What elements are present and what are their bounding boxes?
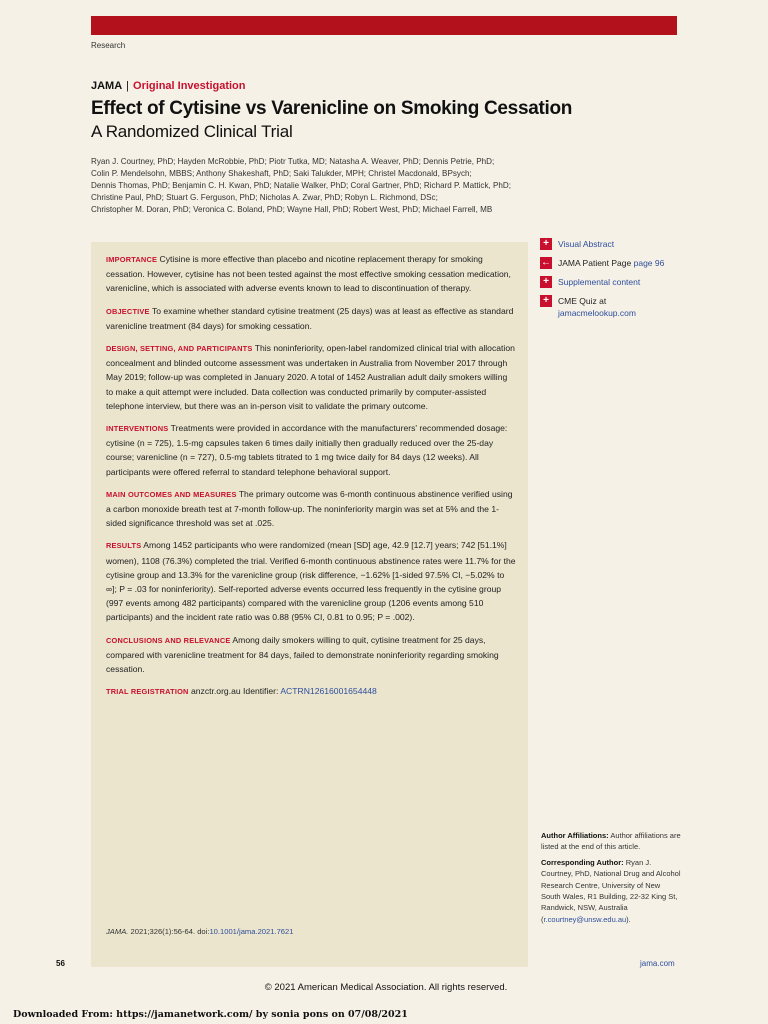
abstract-heading: INTERVENTIONS (106, 424, 169, 434)
citation-ref: 2021;326(1):56-64. doi: (130, 927, 210, 936)
visual-abstract-label: Visual Abstract (558, 239, 615, 249)
journal-line (91, 80, 246, 92)
abstract-text: Treatments were provided in accordance with the manufacturers' recommended dosage: cytisine (n = 725), 1.5-mg capsules taken 6 times daily initially then gradually reduced over the 25-day course; varenicline (n = 727), 0.5-mg tablets titrated to 1 mg twice daily for 84 days (12 weeks). All participants were offered referral to standard telephone behavioral support. (106, 423, 508, 477)
page-number: 56 (56, 959, 65, 968)
author-list (91, 156, 536, 216)
author-line: Dennis Thomas, PhD; Benjamin C. H. Kwan, PhD; Natalie Walker, PhD; Coral Gartner, PhD; Richard P. Mattick, PhD; (91, 181, 511, 191)
abstract-trial-registration (106, 684, 516, 699)
trial-id-link[interactable]: ACTRN12616001654448 (280, 686, 377, 697)
plus-icon: + (540, 295, 552, 307)
doi-link[interactable]: 10.1001/jama.2021.7621 (209, 927, 294, 936)
plus-icon: + (540, 238, 552, 250)
abstract-heading: TRIAL REGISTRATION (106, 687, 189, 697)
download-notice: Downloaded From: https://jamanetwork.com/ by sonia pons on 07/08/2021 (13, 1009, 408, 1020)
cme-quiz-label: CME Quiz at (558, 296, 607, 306)
abstract (106, 252, 516, 707)
abstract-text: To examine whether standard cytisine treatment (25 days) was at least as effective as standard varenicline treatment (84 days) for smoking cessation. (106, 305, 514, 331)
author-line: Ryan J. Courtney, PhD; Hayden McRobbie, PhD; Piotr Tutka, MD; Natasha A. Weaver, PhD; Dennis Petrie, PhD; (91, 157, 495, 166)
abstract-design (106, 341, 516, 413)
citation (106, 927, 293, 936)
abstract-objective (106, 304, 516, 333)
abstract-text: The primary outcome was 6-month continuous abstinence verified using a carbon monoxide breath test at 7-month follow-up. The noninferiority margin was set at 5% and the 1-sided significance threshold was set at .025. (106, 488, 513, 529)
cme-quiz-link[interactable] (540, 295, 680, 319)
corresponding-author (541, 857, 681, 925)
copyright-notice (0, 982, 768, 993)
header-bar (91, 16, 677, 35)
patient-page-number[interactable]: page 96 (633, 258, 665, 268)
author-line: Christopher M. Doran, PhD; Veronica C. Boland, PhD; Wayne Hall, PhD; Robert West, PhD; Michael Farrell, MB (91, 205, 493, 215)
abstract-results (106, 538, 516, 624)
abstract-text: anzctr.org.au Identifier: (190, 686, 279, 697)
abstract-heading: CONCLUSIONS AND RELEVANCE (106, 635, 231, 645)
abstract-text: This noninferiority, open-label randomized clinical trial with allocation concealment and blinded outcome assessment was undertaken in Australia from November 2017 through May 2019; follow-up was completed in January 2020. A total of 1452 Australian adult daily smokers willing to make a quit attempt were included. Data collection was conducted primarily by computer-assisted telephone interview, but there was an in-person visit to validate the primary outcome. (106, 343, 515, 411)
site-link[interactable]: jama.com (640, 959, 675, 968)
citation-journal: JAMA. (106, 927, 129, 936)
supplemental-label: Supplemental content (558, 277, 641, 287)
plus-icon: + (540, 276, 552, 288)
abstract-text: Cytisine is more effective than placebo and nicotine replacement therapy for smoking cessation. However, cytisine has not been tested against the most effective smoking cessation medication, varenicline, which is associated with adverse events known to lead to discontinuation of therapy. (106, 254, 511, 294)
abstract-heading: IMPORTANCE (106, 255, 158, 264)
abstract-importance (106, 252, 516, 296)
article-title: Effect of Cytisine vs Varenicline on Smoking Cessation (91, 98, 573, 119)
article-type: Original Investigation (133, 80, 246, 92)
patient-page-link[interactable] (540, 257, 680, 269)
abstract-heading: OBJECTIVE (106, 306, 150, 316)
patient-page-label: JAMA Patient Page (558, 258, 632, 268)
copyright-text: © 2021 American Medical Association. All rights reserved. (264, 982, 508, 993)
separator: | (126, 80, 130, 92)
abstract-text: Among 1452 participants who were randomized (mean [SD] age, 42.9 [12.7] years; 742 [51.1%] women), 1108 (76.3%) completed the trial. Verified 6-month continuous abstinence rates were 11.7% for the cytisine group and 13.3% for the varenicline group (risk difference, −1.62% [1-sided 97.5% CI, −5.02% to ∞]; P = .03 for noninferiority). Self-reported adverse events occurred less frequently in the cytisine group (997 events among 482 participants) compared with the varenicline group (1206 events among 510 participants) and the incident rate ratio was 0.88 (95% CI, 0.81 to 0.95; P = .002). (106, 540, 516, 623)
abstract-outcomes (106, 487, 516, 531)
corresponding-text: Ryan J. Courtney, PhD, National Drug and Alcohol Research Centre, University of New South Wales, R1 Building, 22-32 King St, Randwick, NSW, Australia ( (541, 857, 681, 924)
author-line: Christine Paul, PhD; Stuart G. Ferguson, PhD; Nicholas A. Zwar, PhD; Robyn L. Richmond, DSc; (91, 193, 438, 203)
corresponding-end: ). (626, 914, 631, 924)
abstract-conclusions (106, 633, 516, 677)
abstract-heading: MAIN OUTCOMES AND MEASURES (106, 489, 237, 499)
cme-link[interactable]: jamacmelookup.com (558, 308, 636, 318)
supplemental-content-link[interactable] (540, 276, 680, 288)
visual-abstract-link[interactable] (540, 238, 680, 250)
corresponding-label: Corresponding Author: (541, 857, 624, 867)
section-label: Research (91, 41, 126, 50)
arrow-left-icon: ← (541, 257, 551, 268)
affiliations-label: Author Affiliations: (541, 831, 609, 840)
journal-name: JAMA (91, 80, 123, 92)
article-subtitle: A Randomized Clinical Trial (91, 122, 293, 141)
affiliations-text: Author affiliations are listed at the end of this article. (541, 831, 681, 852)
abstract-text: Among daily smokers willing to quit, cytisine treatment for 25 days, compared with varenicline treatment for 84 days, failed to demonstrate noninferiority regarding smoking cessation. (106, 634, 499, 675)
email-link[interactable]: r.courtney@unsw.edu.au (543, 914, 627, 924)
affiliations-note (541, 830, 681, 853)
author-line: Colin P. Mendelsohn, MBBS; Anthony Shakeshaft, PhD; Saki Talukder, MPH; Christel Macdonald, BPsych; (91, 169, 472, 179)
abstract-heading: DESIGN, SETTING, AND PARTICIPANTS (106, 344, 253, 354)
abstract-interventions (106, 421, 516, 479)
sidebar (540, 238, 680, 326)
abstract-heading: RESULTS (106, 541, 142, 551)
author-affiliations (541, 830, 681, 929)
